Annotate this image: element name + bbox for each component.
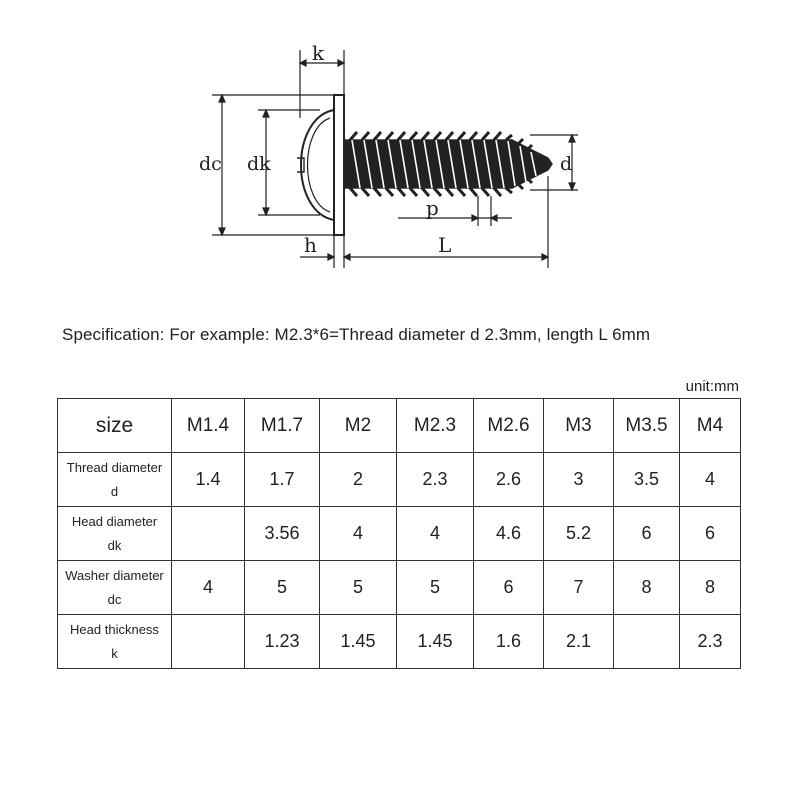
- row-label-line2: d: [110, 483, 119, 499]
- row-label-line1: Head thickness: [70, 621, 159, 637]
- table-cell: 5: [397, 561, 474, 615]
- row-label-line1: Thread diameter: [66, 459, 163, 475]
- washer-diameter-row: [58, 561, 741, 615]
- label-d: d: [560, 153, 573, 175]
- size-m2: M2: [320, 399, 397, 453]
- table-cell: 2.3: [680, 615, 741, 669]
- table-cell: 6: [680, 507, 741, 561]
- row-label: [58, 453, 172, 507]
- table-cell: 4.6: [474, 507, 544, 561]
- size-m1-4: M1.4: [172, 399, 245, 453]
- p-dimension: [398, 196, 512, 226]
- size-m2-3: M2.3: [397, 399, 474, 453]
- table-cell: 3.56: [245, 507, 320, 561]
- washer-flange: [334, 95, 344, 235]
- row-label-line2: dc: [107, 591, 122, 607]
- table-cell: 3: [544, 453, 614, 507]
- label-k: k: [312, 41, 325, 65]
- spec-table: [57, 398, 741, 669]
- dome-head: [301, 110, 334, 220]
- size-header: size: [58, 399, 172, 453]
- thread-diameter-row: [58, 453, 741, 507]
- table-cell: 4: [680, 453, 741, 507]
- table-cell: 5.2: [544, 507, 614, 561]
- head-diameter-row: [58, 507, 741, 561]
- table-cell: 5: [245, 561, 320, 615]
- table-cell: 1.6: [474, 615, 544, 669]
- dc-dimension: [212, 95, 334, 235]
- table-cell: [614, 615, 680, 669]
- table-cell: 4: [320, 507, 397, 561]
- row-label: [58, 507, 172, 561]
- table-cell: 1.7: [245, 453, 320, 507]
- screw-diagram: [0, 0, 800, 300]
- row-label-line1: Washer diameter: [65, 567, 164, 583]
- row-label-line1: Head diameter: [71, 513, 158, 529]
- dome-head-inner: [308, 118, 331, 212]
- size-m4: M4: [680, 399, 741, 453]
- row-label-line2: dk: [107, 537, 122, 553]
- table-cell: 1.45: [397, 615, 474, 669]
- table-cell: 8: [680, 561, 741, 615]
- label-dk: dk: [247, 153, 271, 175]
- row-label: [58, 561, 172, 615]
- size-m3: M3: [544, 399, 614, 453]
- table-cell: 7: [544, 561, 614, 615]
- table-cell: 5: [320, 561, 397, 615]
- screw-point: [512, 140, 552, 188]
- table-cell: 3.5: [614, 453, 680, 507]
- table-cell: 4: [397, 507, 474, 561]
- table-cell: 8: [614, 561, 680, 615]
- size-header-row: [58, 399, 741, 453]
- table-cell: 6: [474, 561, 544, 615]
- table-cell: 2: [320, 453, 397, 507]
- label-p: p: [426, 196, 439, 220]
- table-cell: 2.6: [474, 453, 544, 507]
- table-cell: 1.45: [320, 615, 397, 669]
- row-label: [58, 615, 172, 669]
- row-label-line2: k: [111, 645, 118, 661]
- table-cell: 2.3: [397, 453, 474, 507]
- unit-label: unit:mm: [685, 378, 739, 395]
- specification-text: Specification: For example: M2.3*6=Thread diameter d 2.3mm, length L 6mm: [62, 325, 651, 344]
- table-cell: [172, 615, 245, 669]
- table-cell: 1.23: [245, 615, 320, 669]
- label-h: h: [304, 233, 317, 257]
- size-m1-7: M1.7: [245, 399, 320, 453]
- size-m3-5: M3.5: [614, 399, 680, 453]
- head-thickness-row: [58, 615, 741, 669]
- size-m2-6: M2.6: [474, 399, 544, 453]
- table-cell: 6: [614, 507, 680, 561]
- table-cell: 1.4: [172, 453, 245, 507]
- label-dc: dc: [199, 153, 222, 175]
- table-cell: 4: [172, 561, 245, 615]
- label-L: L: [438, 233, 452, 257]
- table-cell: [172, 507, 245, 561]
- table-cell: 2.1: [544, 615, 614, 669]
